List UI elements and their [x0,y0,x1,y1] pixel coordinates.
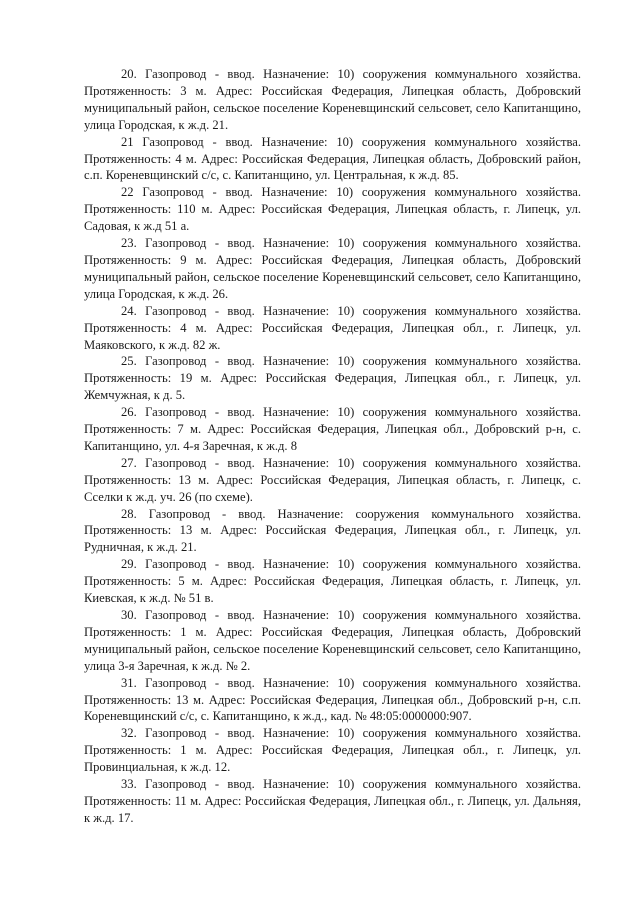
entry-21: 21 Газопровод - ввод. Назначение: 10) сооружения коммунального хозяйства. Протяженность: 4 м. Адрес: Российская Федерация, Липецкая область, Добровский район, с.п. Кореневщинский с/с, с. Капитанщино, ул. Центральная, к ж.д. 85. [84,134,581,183]
entry-28: 28. Газопровод - ввод. Назначение: сооружения коммунального хозяйства. Протяженность: 13 м. Адрес: Российская Федерация, Липецкая обл., г. Липецк, ул. Рудничная, к ж.д. 21. [84,506,581,555]
entry-24: 24. Газопровод - ввод. Назначение: 10) сооружения коммунального хозяйства. Протяженность: 4 м. Адрес: Российская Федерация, Липецкая обл., г. Липецк, ул. Маяковского, к ж.д. 82 ж. [84,303,581,352]
entry-31: 31. Газопровод - ввод. Назначение: 10) сооружения коммунального хозяйства. Протяженность: 13 м. Адрес: Российская Федерация, Липецкая обл., Добровский р-н, с.п. Кореневщинский с/с, с. Капитанщино, к ж.д., кад. № 48:05:0000000:907. [84,675,581,724]
entry-30: 30. Газопровод - ввод. Назначение: 10) сооружения коммунального хозяйства. Протяженность: 1 м. Адрес: Российская Федерация, Липецкая область, Добровский муниципальный район, сельское поселение Кореневщинский сельсовет, село Капитанщино, улица 3-я Заречная, к ж.д. № 2. [84,608,581,673]
document-page [84,66,581,827]
entry-27: 27. Газопровод - ввод. Назначение: 10) сооружения коммунального хозяйства. Протяженность: 13 м. Адрес: Российская Федерация, Липецкая область, г. Липецк, с. Сселки к ж.д. уч. 26 (по схеме). [84,455,581,504]
entry-32: 32. Газопровод - ввод. Назначение: 10) сооружения коммунального хозяйства. Протяженность: 1 м. Адрес: Российская Федерация, Липецкая обл., г. Липецк, ул. Провинциальная, к ж.д. 12. [84,726,581,775]
entry-26: 26. Газопровод - ввод. Назначение: 10) сооружения коммунального хозяйства. Протяженность: 7 м. Адрес: Российская Федерация, Липецкая обл., Добровский р-н, с. Капитанщино, ул. 4-я Заречная, к ж.д. 8 [84,405,581,453]
entry-20: 20. Газопровод - ввод. Назначение: 10) сооружения коммунального хозяйства. Протяженность: 3 м. Адрес: Российская Федерация, Липецкая область, Добровский муниципальный район, сельское поселение Кореневщинский сельсовет, село Капитанщино, улица Городская, к ж.д. 21. [84,67,581,132]
entry-29: 29. Газопровод - ввод. Назначение: 10) сооружения коммунального хозяйства. Протяженность: 5 м. Адрес: Российская Федерация, Липецкая область, г. Липецк, ул. Киевская, к ж.д. № 51 в. [84,557,581,606]
entry-23: 23. Газопровод - ввод. Назначение: 10) сооружения коммунального хозяйства. Протяженность: 9 м. Адрес: Российская Федерация, Липецкая область, Добровский муниципальный район, сельское поселение Кореневщинский сельсовет, село Капитанщино, улица Городская, к ж.д. 26. [84,236,581,301]
entry-25: 25. Газопровод - ввод. Назначение: 10) сооружения коммунального хозяйства. Протяженность: 19 м. Адрес: Российская Федерация, Липецкая обл., г. Липецк, ул. Жемчужная, к д. 5. [84,354,581,403]
entry-33: 33. Газопровод - ввод. Назначение: 10) сооружения коммунального хозяйства. Протяженность: 11 м. Адрес: Российская Федерация, Липецкая обл., г. Липецк, ул. Дальняя, к ж.д. 17. [84,777,581,825]
entry-22: 22 Газопровод - ввод. Назначение: 10) сооружения коммунального хозяйства. Протяженность: 110 м. Адрес: Российская Федерация, Липецкая область, г. Липецк, ул. Садовая, к ж.д 51 а. [84,185,581,234]
